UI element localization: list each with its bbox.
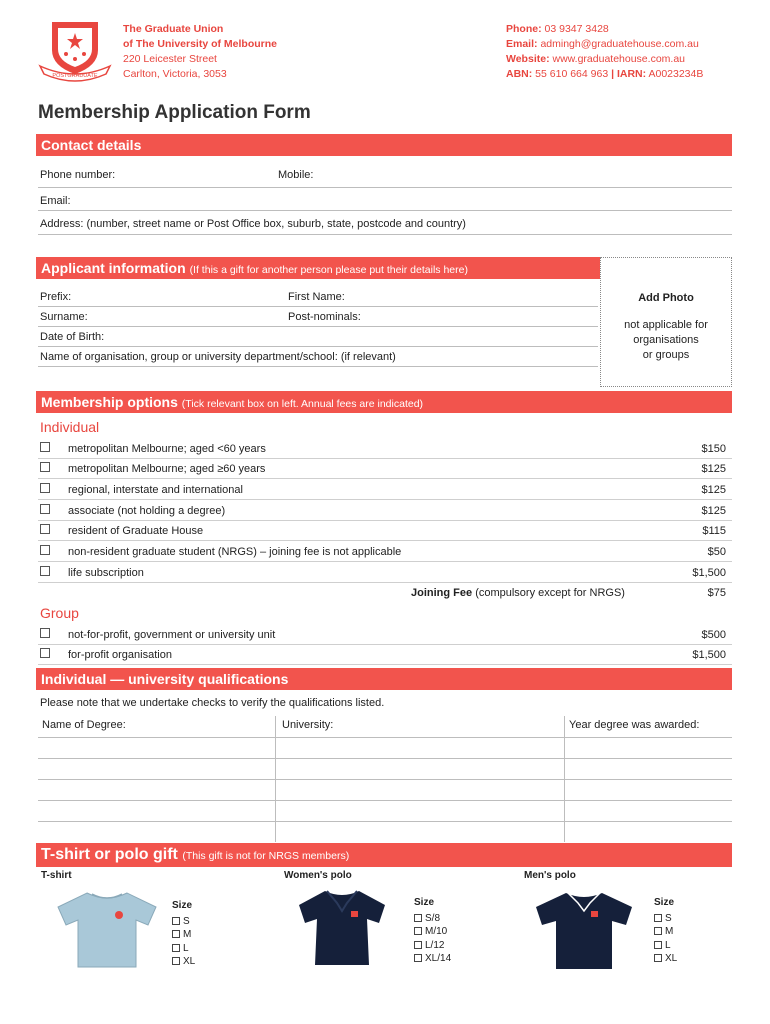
membership-note: (Tick relevant box on left. Annual fees are indicated) <box>181 398 424 410</box>
organisation-row-line <box>38 366 598 367</box>
letterhead <box>0 0 770 100</box>
contact-details-heading: Contact details <box>36 134 732 156</box>
email-label: Email: <box>506 38 538 50</box>
option-label: life subscription <box>68 567 144 579</box>
qualifications-note: Please note that we undertake checks to verify the qualifications listed. <box>40 697 385 709</box>
option-label: not-for-profit, government or university unit <box>68 629 276 641</box>
option-label: resident of Graduate House <box>68 525 204 537</box>
form-title: Membership Application Form <box>38 102 311 123</box>
union-address <box>123 22 277 82</box>
mens-size-options <box>654 896 677 966</box>
table-row-line[interactable] <box>38 737 732 738</box>
option-checkbox[interactable] <box>40 524 50 534</box>
option-checkbox[interactable] <box>40 628 50 638</box>
table-row-line[interactable] <box>38 779 732 780</box>
phone-value: 03 9347 3428 <box>544 23 609 35</box>
option-checkbox[interactable] <box>40 566 50 576</box>
size-checkbox[interactable] <box>172 957 180 965</box>
joining-fee-price: $75 <box>707 587 726 599</box>
gift-heading: T-shirt or polo gift (This gift is not for NRGS members) <box>36 843 732 867</box>
option-label: regional, interstate and international <box>68 484 243 496</box>
option-checkbox[interactable] <box>40 648 50 658</box>
size-option[interactable]: L/12 <box>414 939 451 953</box>
size-checkbox[interactable] <box>172 944 180 952</box>
option-label: associate (not holding a degree) <box>68 505 226 517</box>
option-label: non-resident graduate student (NRGS) – joining fee is not applicable <box>68 546 402 558</box>
size-checkbox[interactable] <box>414 941 422 949</box>
membership-option-row[interactable] <box>38 459 732 479</box>
dob-row-line <box>38 346 598 347</box>
abn-value: 55 610 664 963 <box>535 68 609 80</box>
size-option[interactable]: XL/14 <box>414 952 451 966</box>
membership-option-row[interactable] <box>38 480 732 500</box>
prefix-field[interactable]: Prefix: <box>40 291 72 303</box>
size-option[interactable]: M <box>172 928 195 942</box>
option-label: metropolitan Melbourne; aged <60 years <box>68 443 266 455</box>
qualifications-table <box>38 716 732 842</box>
size-checkbox[interactable] <box>654 927 662 935</box>
size-option[interactable]: L <box>654 939 677 953</box>
crest-banner-text: POSTGRADUATE <box>52 73 98 79</box>
year-column-header: Year degree was awarded: <box>569 719 700 731</box>
table-row-line[interactable] <box>38 758 732 759</box>
applicant-note: (If this a gift for another person please put their details here) <box>189 264 468 276</box>
degree-column-header: Name of Degree: <box>42 719 126 731</box>
option-price: $1,500 <box>692 567 726 579</box>
tshirt-size-options <box>172 899 195 969</box>
size-label: Size <box>654 897 675 908</box>
suburb-address: Carlton, Victoria, 3053 <box>123 68 227 80</box>
tshirt-image <box>52 889 162 969</box>
size-checkbox[interactable] <box>654 941 662 949</box>
mobile-field[interactable]: Mobile: <box>278 169 314 181</box>
mens-polo-label: Men's polo <box>524 870 576 881</box>
size-checkbox[interactable] <box>414 914 422 922</box>
email-field[interactable]: Email: <box>40 195 71 207</box>
membership-option-row[interactable] <box>38 501 732 521</box>
size-checkbox[interactable] <box>414 954 422 962</box>
size-option[interactable]: S <box>654 912 677 926</box>
membership-option-row[interactable] <box>38 563 732 583</box>
size-checkbox[interactable] <box>172 930 180 938</box>
qualifications-heading: Individual — university qualifications <box>36 668 732 690</box>
membership-option-row[interactable] <box>38 521 732 541</box>
membership-option-row[interactable] <box>38 645 732 665</box>
membership-option-row[interactable] <box>38 625 732 645</box>
option-checkbox[interactable] <box>40 504 50 514</box>
option-checkbox[interactable] <box>40 545 50 555</box>
table-row-line[interactable] <box>38 800 732 801</box>
first-name-field[interactable]: First Name: <box>288 291 345 303</box>
website-label: Website: <box>506 53 550 65</box>
joining-fee-label: Joining Fee (compulsory except for NRGS) <box>411 587 625 599</box>
table-row-line[interactable] <box>38 821 732 822</box>
option-price: $125 <box>701 484 726 496</box>
option-price: $50 <box>707 546 726 558</box>
option-price: $500 <box>701 629 726 641</box>
membership-option-row[interactable] <box>38 439 732 459</box>
iarn-label: IARN: <box>616 68 647 80</box>
option-label: metropolitan Melbourne; aged ≥60 years <box>68 463 266 475</box>
group-subheading: Group <box>40 605 79 621</box>
abn-label: ABN: <box>506 68 533 80</box>
add-photo-note: not applicable for organisations or groups <box>624 319 708 361</box>
option-checkbox[interactable] <box>40 462 50 472</box>
union-name: The Graduate Union <box>123 23 224 35</box>
university-column-header: University: <box>282 719 334 731</box>
organisation-field[interactable]: Name of organisation, group or university department/school: (if relevant) <box>40 351 396 363</box>
phone-number-field[interactable]: Phone number: <box>40 169 116 181</box>
prefix-row-line <box>38 306 598 307</box>
add-photo-box[interactable] <box>600 257 732 387</box>
size-label: Size <box>172 900 193 911</box>
street-address: 220 Leicester Street <box>123 53 217 65</box>
size-label: Size <box>414 897 435 908</box>
option-label: for-profit organisation <box>68 649 172 661</box>
size-checkbox[interactable] <box>172 917 180 925</box>
university-name: of The University of Melbourne <box>123 38 278 50</box>
size-option[interactable]: S/8 <box>414 912 451 926</box>
option-price: $150 <box>701 443 726 455</box>
email-value[interactable]: admingh@graduatehouse.com.au <box>540 38 699 50</box>
address-row-line <box>38 234 732 235</box>
surname-field[interactable]: Surname: <box>40 311 88 323</box>
university-crest-logo <box>36 16 114 82</box>
membership-options-heading: Membership options (Tick relevant box on left. Annual fees are indicated) <box>36 391 732 413</box>
post-nominals-field[interactable]: Post-nominals: <box>288 311 361 323</box>
date-of-birth-field[interactable]: Date of Birth: <box>40 331 105 343</box>
size-option[interactable]: M <box>654 925 677 939</box>
gift-note: (This gift is not for NRGS members) <box>182 850 350 862</box>
size-checkbox[interactable] <box>414 927 422 935</box>
size-option[interactable]: S <box>172 915 195 929</box>
website-value[interactable]: www.graduatehouse.com.au <box>552 53 685 65</box>
union-contact: Phone: 03 9347 3428 Email: admingh@graduatehouse.com.au Website: www.graduatehouse.com.au ABN: 55 610 664 963 | IARN: A0023234B <box>506 23 704 80</box>
email-row-line <box>38 210 732 211</box>
womens-polo-image <box>293 885 391 967</box>
size-option[interactable]: M/10 <box>414 925 451 939</box>
size-option[interactable]: XL <box>172 955 195 969</box>
womens-size-options <box>414 896 451 966</box>
add-photo-title: Add Photo <box>638 292 694 304</box>
tshirt-label: T-shirt <box>41 870 72 881</box>
option-price: $1,500 <box>692 649 726 661</box>
size-checkbox[interactable] <box>654 914 662 922</box>
mens-polo-image <box>532 889 636 971</box>
option-price: $125 <box>701 505 726 517</box>
surname-row-line <box>38 326 598 327</box>
size-option[interactable]: XL <box>654 952 677 966</box>
option-checkbox[interactable] <box>40 483 50 493</box>
phone-label: Phone: <box>506 23 542 35</box>
iarn-value: A0023234B <box>648 68 704 80</box>
womens-polo-label: Women's polo <box>284 870 352 881</box>
individual-subheading: Individual <box>40 419 100 435</box>
option-price: $115 <box>702 525 726 537</box>
size-checkbox[interactable] <box>654 954 662 962</box>
size-option[interactable]: L <box>172 942 195 956</box>
phone-row-line <box>38 187 732 188</box>
option-price: $125 <box>701 463 726 475</box>
membership-option-row[interactable] <box>38 542 732 562</box>
option-checkbox[interactable] <box>40 442 50 452</box>
applicant-information-heading: Applicant information (If this a gift for another person please put their details here) <box>36 257 600 279</box>
address-field[interactable]: Address: (number, street name or Post Office box, suburb, state, postcode and country) <box>40 218 466 230</box>
